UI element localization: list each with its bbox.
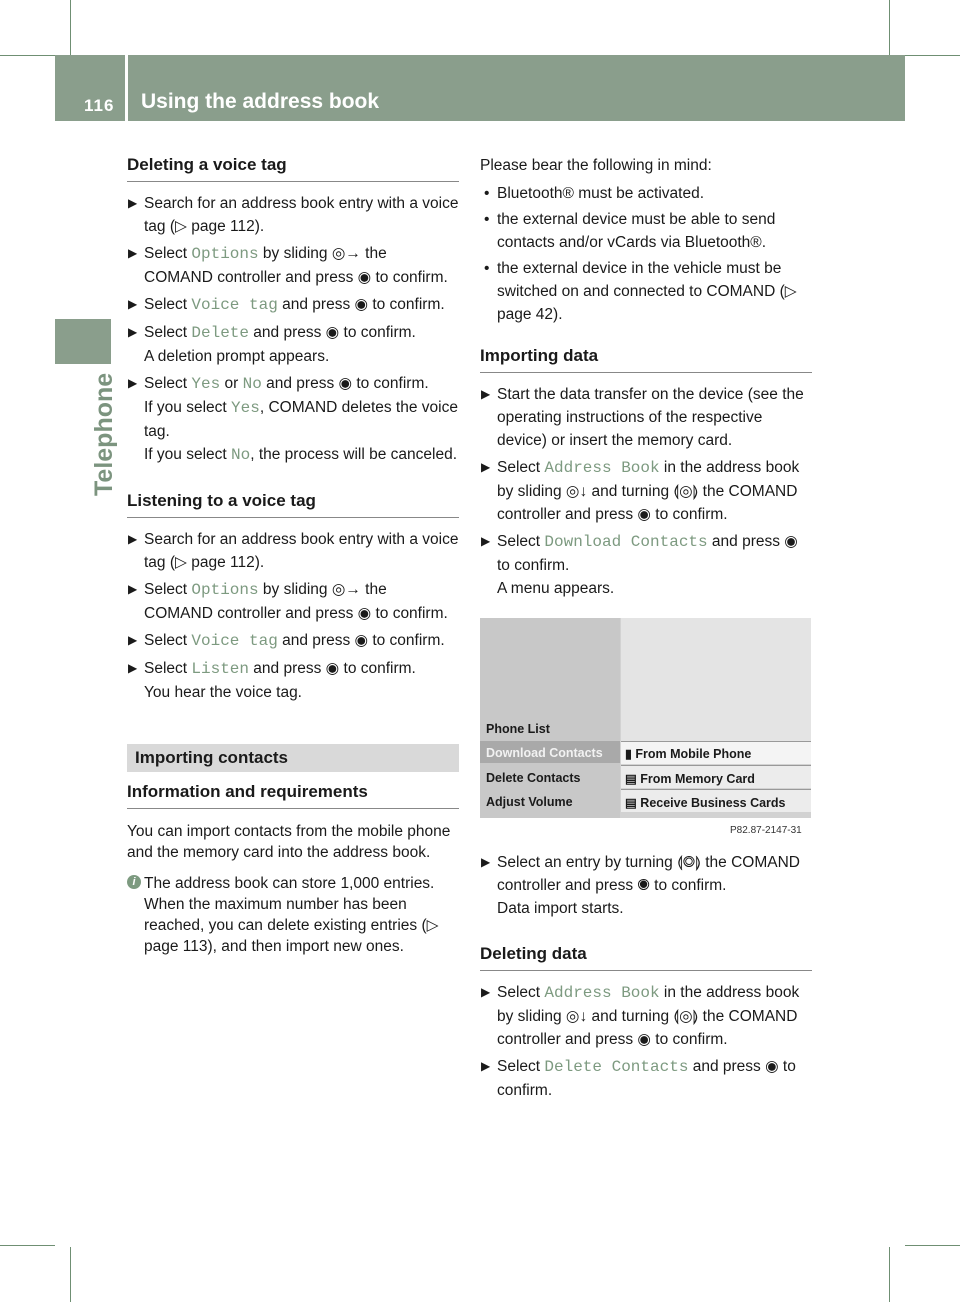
- step-result: Data import starts.: [497, 900, 624, 917]
- step-arrow-icon: ▶: [128, 196, 138, 210]
- bullet-dot-icon: •: [484, 211, 490, 228]
- step-text: , COMAND deletes the voice tag.: [144, 399, 458, 440]
- submenu-item-mobile-phone: [625, 746, 751, 761]
- submenu-label: From Memory Card: [640, 772, 755, 786]
- step-text: Search for an address book entry with a voice tag (▷ page 112).: [144, 195, 459, 235]
- menu-term: Delete Contacts: [544, 1058, 689, 1076]
- submenu-item-business-cards: [625, 795, 786, 810]
- menu-item-adjust-volume: Adjust Volume: [486, 795, 573, 809]
- step-text: If you select: [144, 399, 232, 416]
- heading-deleting-voice-tag: Deleting a voice tag: [127, 155, 459, 182]
- step-text: Select: [497, 533, 545, 550]
- image-caption: P82.87-2147-31: [730, 825, 802, 836]
- bullet-item: [480, 182, 812, 205]
- crop-mark: [0, 1245, 55, 1246]
- step-text: Select: [144, 632, 192, 649]
- bullet-dot-icon: •: [484, 185, 490, 202]
- crop-mark: [889, 0, 890, 55]
- step-text: by sliding ◎→ the COMAND controller and press ◉ to confirm.: [144, 581, 448, 622]
- menu-term: Options: [191, 581, 259, 599]
- bullet-item: [480, 257, 812, 326]
- step-text: Search for an address book entry with a voice tag (▷ page 112).: [144, 531, 459, 571]
- step-text: If you select: [144, 446, 232, 463]
- info-note: [127, 873, 459, 957]
- step-text: Select: [144, 375, 192, 392]
- side-block: [55, 319, 111, 364]
- paragraph: You can import contacts from the mobile phone and the memory card into the address book.: [127, 823, 451, 861]
- step-text: and press ◉ to confirm.: [497, 1058, 796, 1099]
- step-arrow-icon: ▶: [128, 376, 138, 390]
- menu-item-download-contacts: Download Contacts: [486, 746, 603, 760]
- bullet-dot-icon: •: [484, 260, 490, 277]
- card-icon: ▤: [625, 796, 637, 810]
- section-title: Importing contacts: [127, 744, 459, 772]
- step-text: Select an entry by turning ⟬◎⟭ the COMAND controller and press ◉ to confirm.: [497, 854, 800, 894]
- step-arrow-icon: ▶: [481, 1059, 491, 1073]
- bullet-item: [480, 208, 812, 254]
- step: [127, 192, 459, 238]
- step-text: Select: [144, 581, 192, 598]
- card-icon: ▤: [625, 772, 637, 786]
- step-text: in the address book by sliding ◎↓ and turning ⟬◎⟭ the COMAND controller and press ◉ to confirm.: [497, 984, 800, 1048]
- step-text: by sliding ◎→ the COMAND controller and press ◉ to confirm.: [144, 245, 448, 286]
- step: [127, 293, 459, 317]
- step-text: Select: [497, 459, 545, 476]
- menu-pane: [480, 618, 620, 818]
- menu-term: Voice tag: [191, 632, 278, 650]
- crop-mark: [905, 55, 960, 56]
- step-text: Select: [497, 984, 545, 1001]
- bullet-text: the external device in the vehicle must be switched on and connected to COMAND (▷ page 42).: [497, 260, 797, 323]
- menu-term: No: [231, 446, 251, 464]
- step-arrow-icon: ▶: [128, 325, 138, 339]
- submenu-label: Receive Business Cards: [640, 796, 786, 810]
- crop-mark: [0, 55, 55, 56]
- step: [480, 981, 812, 1051]
- step-text: , the process will be canceled.: [250, 446, 457, 463]
- right-column: [480, 155, 812, 600]
- step: [480, 1055, 812, 1102]
- step-text: Select: [144, 245, 192, 262]
- bullet-text: Bluetooth® must be activated.: [497, 185, 705, 202]
- step: [480, 383, 812, 452]
- crop-mark: [70, 1247, 71, 1302]
- crop-mark: [889, 1247, 890, 1302]
- step-result: A menu appears.: [497, 580, 615, 597]
- heading-importing-data: Importing data: [480, 346, 812, 373]
- step: [480, 851, 812, 920]
- crop-mark: [905, 1245, 960, 1246]
- step: [127, 242, 459, 289]
- bullet-text: the external device must be able to send contacts and/or vCards via Bluetooth®.: [497, 211, 776, 251]
- left-column: [127, 155, 459, 957]
- paragraph: Please bear the following in mind:: [480, 157, 712, 174]
- menu-term: No: [242, 375, 262, 393]
- menu-term: Download Contacts: [544, 533, 708, 551]
- step: [127, 372, 459, 467]
- step-text: Select: [497, 1058, 545, 1075]
- step-text: and press ◉ to confirm.: [497, 533, 798, 574]
- comand-screen: [480, 618, 811, 818]
- menu-term: Listen: [191, 660, 249, 678]
- step-arrow-icon: ▶: [128, 532, 138, 546]
- menu-term: Yes: [191, 375, 221, 393]
- step-result: You hear the voice tag.: [144, 684, 302, 701]
- step-arrow-icon: ▶: [128, 633, 138, 647]
- menu-item-delete-contacts: Delete Contacts: [486, 771, 581, 785]
- crop-mark: [70, 0, 71, 55]
- step-text: Select: [144, 324, 192, 341]
- menu-item-phone-list: Phone List: [486, 722, 550, 736]
- step-text: Start the data transfer on the device (see the operating instructions of the respective device) or insert the memory card.: [497, 386, 804, 449]
- step-arrow-icon: ▶: [128, 246, 138, 260]
- right-column-lower: [480, 851, 812, 1102]
- menu-term: Voice tag: [191, 296, 278, 314]
- step: [127, 629, 459, 653]
- submenu-item-memory-card: [625, 771, 755, 786]
- menu-term: Address Book: [544, 459, 660, 477]
- step-arrow-icon: ▶: [481, 534, 491, 548]
- step: [480, 456, 812, 526]
- step: [127, 578, 459, 625]
- menu-term: Yes: [231, 399, 260, 417]
- info-icon: i: [127, 875, 141, 889]
- step-arrow-icon: ▶: [128, 661, 138, 675]
- menu-term: Delete: [191, 324, 249, 342]
- page-number: 116: [84, 96, 115, 115]
- submenu-label: From Mobile Phone: [635, 747, 752, 761]
- header-separator: [125, 55, 128, 121]
- display-pane: [621, 618, 811, 745]
- phone-icon: ▮: [625, 747, 632, 761]
- step-text: and press ◉ to confirm.: [277, 296, 445, 313]
- menu-term: Options: [191, 245, 259, 263]
- step-arrow-icon: ▶: [481, 387, 491, 401]
- step-result: A deletion prompt appears.: [144, 348, 330, 365]
- step-text: and press ◉ to confirm.: [261, 375, 429, 392]
- page-title: Using the address book: [141, 90, 380, 113]
- step-text: in the address book by sliding ◎↓ and turning ⟬◎⟭ the COMAND controller and press ◉ to confirm.: [497, 459, 800, 523]
- step-text: Select: [144, 660, 192, 677]
- heading-listening-voice-tag: Listening to a voice tag: [127, 491, 459, 518]
- step-text: Select: [144, 296, 192, 313]
- heading-information-requirements: Information and requirements: [127, 782, 459, 809]
- step-text: and press ◉ to confirm.: [277, 632, 445, 649]
- side-label: Telephone: [90, 372, 118, 496]
- step-arrow-icon: ▶: [128, 582, 138, 596]
- step-arrow-icon: ▶: [128, 297, 138, 311]
- step: [127, 321, 459, 368]
- menu-term: Address Book: [544, 984, 660, 1002]
- step-arrow-icon: ▶: [481, 985, 491, 999]
- step-arrow-icon: ▶: [481, 460, 491, 474]
- step-text: and press ◉ to confirm.: [249, 324, 416, 341]
- step-arrow-icon: ▶: [481, 855, 491, 869]
- step: [480, 530, 812, 600]
- heading-deleting-data: Deleting data: [480, 944, 812, 971]
- step: [127, 528, 459, 574]
- side-tab: [55, 366, 118, 566]
- step-text: and press ◉ to confirm.: [249, 660, 416, 677]
- step: [127, 657, 459, 704]
- info-text: The address book can store 1,000 entries. When the maximum number has been reached, you can delete existing entries (▷ page 113), and then import new ones.: [144, 875, 439, 955]
- step-text: or: [220, 375, 243, 392]
